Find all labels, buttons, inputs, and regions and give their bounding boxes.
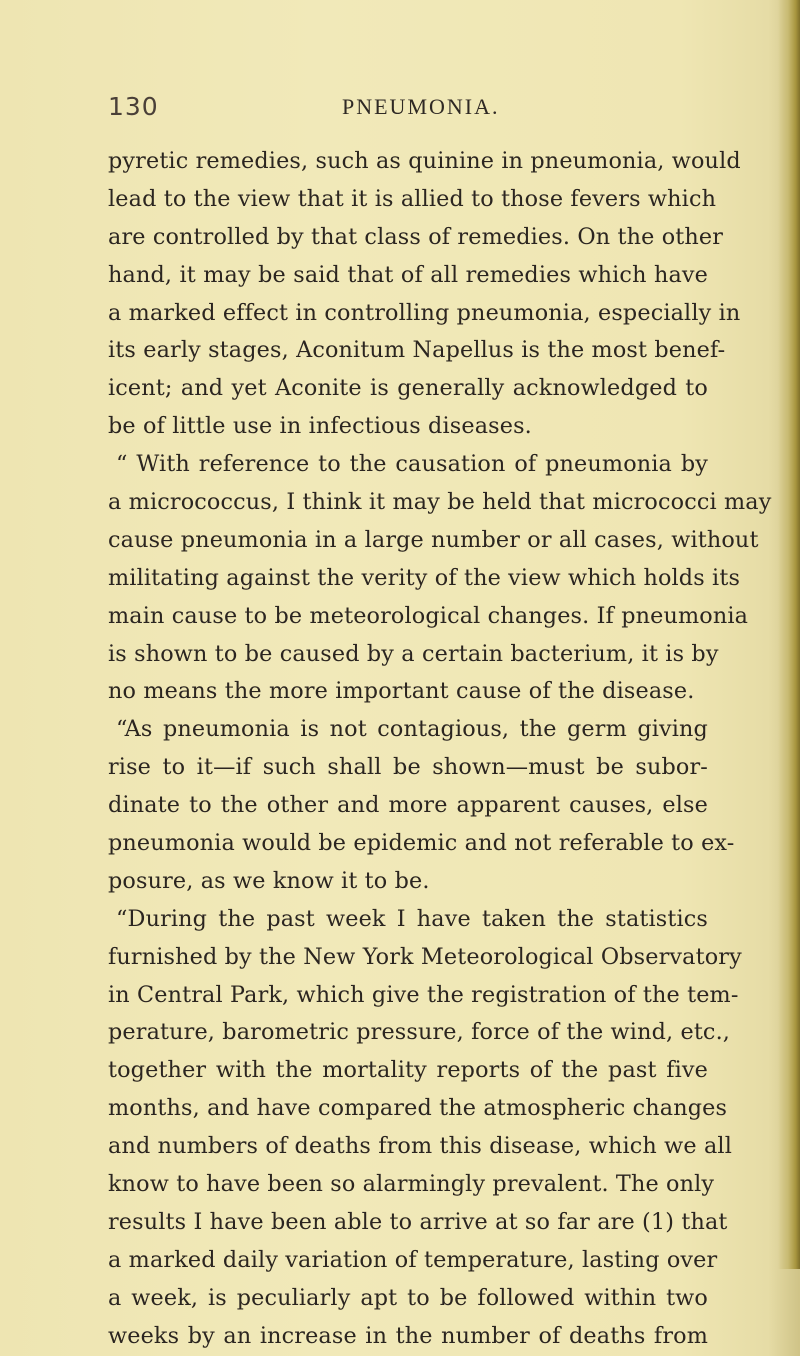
text-line: together with the mortality reports of the past five — [108, 1057, 708, 1084]
text-line: a marked effect in controlling pneumonia, especially in — [108, 299, 741, 326]
page-number: 130 — [108, 92, 159, 121]
text-line: is shown to be caused by a certain bacterium, it is by — [108, 640, 719, 667]
text-line: rise to it—if such shall be shown—must be subor- — [108, 754, 708, 781]
text-line: furnished by the New York Meteorological Observatory — [108, 943, 742, 970]
text-line: “ With reference to the causation of pneumonia by — [116, 451, 708, 478]
text-line: pyretic remedies, such as quinine in pneumonia, would — [108, 148, 741, 174]
text-line: no means the more important cause of the disease. — [108, 678, 695, 705]
text-line: “During the past week I have taken the statistics — [116, 905, 708, 932]
page-edge-shadow — [778, 0, 800, 1269]
text-line: its early stages, Aconitum Napellus is the most benef- — [108, 337, 726, 364]
page-header — [108, 92, 708, 126]
text-line: know to have been so alarmingly prevalent. The only — [108, 1171, 715, 1198]
text-line: weeks by an increase in the number of deaths from — [108, 1322, 708, 1349]
text-line: perature, barometric pressure, force of the wind, etc., — [108, 1019, 731, 1046]
text-line: dinate to the other and more apparent causes, else — [108, 792, 708, 819]
text-line: icent; and yet Aconite is generally acknowledged to — [108, 375, 708, 402]
text-line: a marked daily variation of temperature, lasting over — [108, 1246, 718, 1273]
text-line: hand, it may be said that of all remedies which have — [108, 261, 708, 288]
text-line: main cause to be meteorological changes. If pneumonia — [108, 602, 749, 629]
text-line: pneumonia would be epidemic and not referable to ex- — [108, 830, 735, 857]
text-line: a week, is peculiarly apt to be followed within two — [108, 1284, 708, 1311]
text-line: are controlled by that class of remedies. On the other — [108, 223, 724, 250]
text-line: be of little use in infectious diseases. — [108, 413, 532, 440]
text-line: lead to the view that it is allied to those fevers which — [108, 185, 717, 212]
text-line: a micrococcus, I think it may be held that micrococci may — [108, 489, 772, 516]
text-line: “As pneumonia is not contagious, the germ giving — [116, 716, 708, 743]
text-line: militating against the verity of the view which holds its — [108, 564, 741, 591]
running-head: PNEUMONIA. — [342, 94, 500, 119]
body-text — [108, 143, 772, 1356]
text-line: in Central Park, which give the registration of the tem- — [108, 981, 739, 1008]
text-line: posure, as we know it to be. — [108, 867, 430, 894]
text-line: months, and have compared the atmospheric changes — [108, 1095, 728, 1122]
text-line: results I have been able to arrive at so far are (1) that — [108, 1208, 728, 1235]
text-line: and numbers of deaths from this disease, which we all — [108, 1133, 732, 1160]
text-line: cause pneumonia in a large number or all cases, without — [108, 526, 759, 553]
